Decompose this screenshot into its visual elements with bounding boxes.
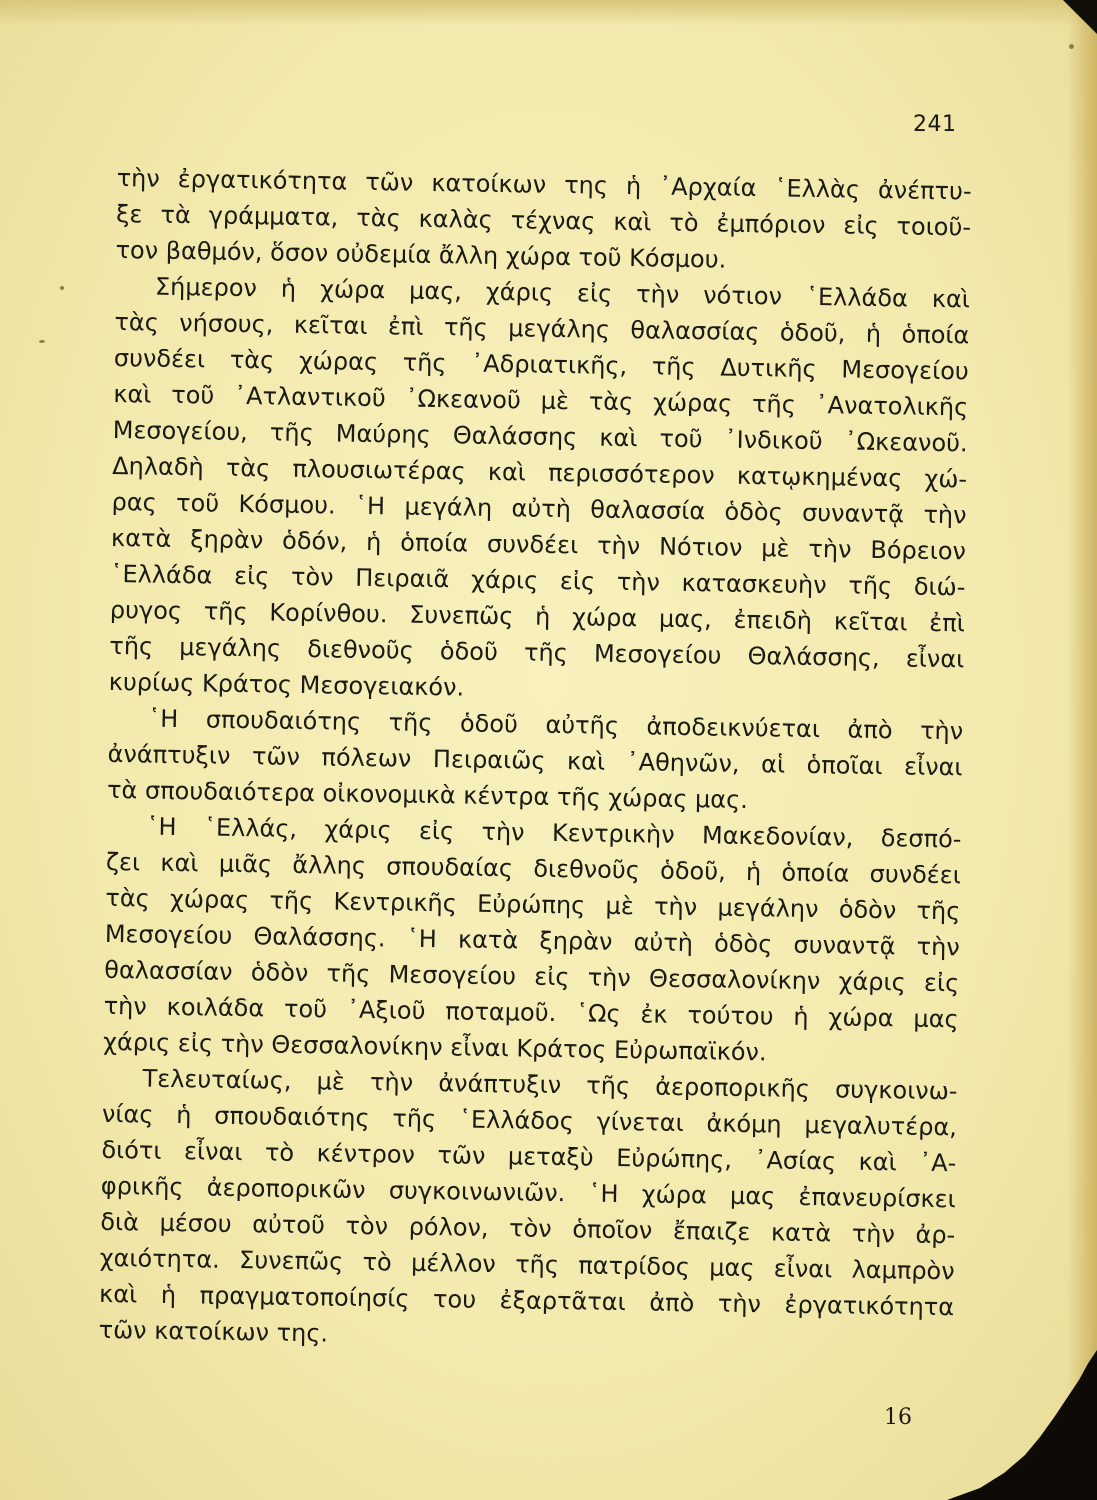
text-line: τὰ σπουδαιότερα οἰκονομικὰ κέντρα τῆς χώρας μας. (106, 775, 749, 814)
text-line: φρικῆς ἀεροπορικῶν συγκοινωνιῶν. ῾Η χώρα μας ἐπανευρίσκει (100, 1171, 956, 1214)
text-line: ἀνάπτυξιν τῶν πόλεων Πειραιῶς καὶ ᾿Αθηνῶν, αἱ ὁποῖαι εἶναι (107, 739, 963, 782)
text-line: χαιότητα. Συνεπῶς τὸ μέλλον τῆς πατρίδος μας εἶναι λαμπρὸν (99, 1243, 955, 1286)
text-line: ῾Η σπουδαιότης τῆς ὁδοῦ αὐτῆς ἀποδεικνύεται ἀπὸ τὴν (148, 704, 964, 746)
text-line: κυρίως Κράτος Μεσογειακόν. (108, 667, 465, 702)
text-line: ρας τοῦ Κόσμου. ῾Η μεγάλη αὐτὴ θαλασσία ὁδὸς συναντᾷ τὴν (111, 487, 967, 530)
text-line: ξε τὰ γράμματα, τὰς καλὰς τέχνας καὶ τὸ ἐμπόριον εἰς τοιοῦ- (115, 199, 972, 242)
signature-mark: 16 (884, 1405, 912, 1430)
text-line: τον βαθμόν, ὅσον οὐδεμία ἄλλη χώρα τοῦ Κόσμου. (115, 235, 727, 274)
text-line: Σήμερον ἡ χώρα μας, χάρις εἰς τὴν νότιον ῾Ελλάδα καὶ (154, 272, 971, 314)
text-line: Δηλαδὴ τὰς πλουσιωτέρας καὶ περισσότερον κατῳκημένας χώ- (111, 451, 968, 494)
text-line: τὴν κοιλάδα τοῦ ᾿Αξιοῦ ποταμοῦ. ῾Ως ἐκ τούτου ἡ χώρα μας (103, 991, 959, 1034)
text-line: καὶ τοῦ ᾿Ατλαντικοῦ ᾿Ωκεανοῦ μὲ τὰς χώρας τῆς ᾿Ανατολικῆς (113, 379, 969, 422)
body-text (98, 160, 972, 1361)
text-line: τὰς νήσους, κεῖται ἐπὶ τῆς μεγάλης θαλασσίας ὁδοῦ, ἡ ὁποία (114, 307, 970, 350)
text-line: τῶν κατοίκων της. (98, 1315, 329, 1348)
text-line: διότι εἶναι τὸ κέντρον τῶν μεταξὺ Εὐρώπης, ᾿Ασίας καὶ ᾿Α- (101, 1135, 957, 1178)
text-line: τὴν ἐργατικότητα τῶν κατοίκων της ἡ ᾿Αρχαία ῾Ελλὰς ἀνέπτυ- (116, 163, 972, 206)
paper-speck (60, 286, 64, 290)
top-right-corner-dark (1063, 0, 1097, 34)
text-line: Τελευταίως, μὲ τὴν ἀνάπτυξιν τῆς ἀεροπορικῆς συγκοινω- (142, 1064, 958, 1106)
page-right-edge-shadow (1067, 0, 1097, 1500)
text-line: τῆς μεγάλης διεθνοῦς ὁδοῦ τῆς Μεσογείου Θαλάσσης, εἶναι (109, 631, 965, 674)
text-line: ῾Ελλάδα εἰς τὸν Πειραιᾶ χάρις εἰς τὴν κατασκευὴν τῆς διώ- (110, 559, 966, 602)
paper-speck (1069, 44, 1074, 49)
text-line: ζει καὶ μιᾶς ἄλλης σπουδαίας διεθνοῦς ὁδοῦ, ἡ ὁποία συνδέει (105, 847, 962, 890)
text-line: τὰς χώρας τῆς Κεντρικῆς Εὐρώπης μὲ τὴν μεγάλην ὁδὸν τῆς (105, 883, 961, 926)
text-line: ῾Η ῾Ελλάς, χάρις εἰς τὴν Κεντρικὴν Μακεδονίαν, δεσπό- (146, 812, 962, 854)
text-line: καὶ ἡ πραγματοποίησίς του ἐξαρτᾶται ἀπὸ τὴν ἐργατικότητα (98, 1279, 955, 1322)
paper-speck (39, 340, 45, 343)
text-line: χάρις εἰς τὴν Θεσσαλονίκην εἶναι Κράτος Εὐρωπαϊκόν. (102, 1027, 767, 1067)
text-line: Μεσογείου Θαλάσσης. ῾Η κατὰ ξηρὰν αὐτὴ ὁδὸς συναντᾷ τὴν (104, 919, 960, 962)
text-line: διὰ μέσου αὐτοῦ τὸν ρόλον, τὸν ὁποῖον ἔπαιζε κατὰ τὴν ἀρ- (100, 1207, 956, 1250)
text-line: κατὰ ξηρὰν ὁδόν, ἡ ὁποία συνδέει τὴν Νότιον μὲ τὴν Βόρειον (110, 523, 967, 566)
text-line: νίας ἡ σπουδαιότης τῆς ῾Ελλάδος γίνεται ἀκόμη μεγαλυτέρα, (101, 1099, 958, 1142)
text-line: συνδέει τὰς χώρας τῆς ᾿Αδριατικῆς, τῆς Δυτικῆς Μεσογείου (113, 343, 970, 386)
page-top-edge-shadow (0, 0, 1097, 26)
text-line: θαλασσίαν ὁδὸν τῆς Μεσογείου εἰς τὴν Θεσσαλονίκην χάρις εἰς (104, 955, 960, 998)
text-line: Μεσογείου, τῆς Μαύρης Θαλάσσης καὶ τοῦ ᾿Ινδικοῦ ᾿Ωκεανοῦ. (112, 415, 968, 458)
page-number: 241 (913, 112, 957, 137)
text-line: ρυγος τῆς Κορίνθου. Συνεπῶς ἡ χώρα μας, ἐπειδὴ κεῖται ἐπὶ (109, 595, 966, 638)
